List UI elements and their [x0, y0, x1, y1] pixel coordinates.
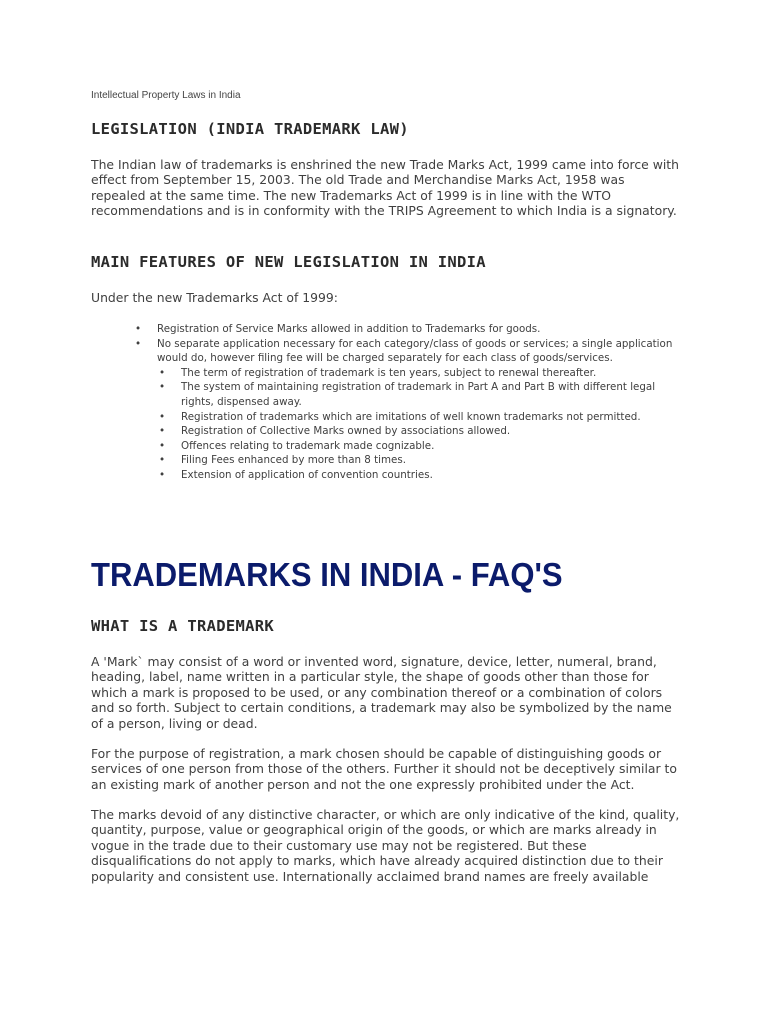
registration-purpose-paragraph: For the purpose of registration, a mark chosen should be capable of distinguishing goods or services of one person from those of the others. Further it should not be deceptively similar to an existing mark of another person and not the one expressly prohibited under the Act. — [91, 746, 677, 792]
list-item: • Registration of Service Marks allowed in addition to Trademarks for goods. — [135, 323, 541, 335]
trademark-definition-paragraph: A 'Mark` may consist of a word or invented word, signature, device, letter, numeral, brand, heading, label, name written in a particular style, the shape of goods other than those for which a mark is proposed to be used, or any combination thereof or a combination of colors and so forth. Subject to certain conditions, a trademark may also be symbolized by the name of a person, living or dead. — [91, 654, 672, 731]
section-heading-legislation: LEGISLATION (INDIA TRADEMARK LAW) — [91, 120, 409, 138]
list-item: • Offences relating to trademark made cognizable. — [159, 439, 435, 452]
list-item: • The term of registration of trademark is ten years, subject to renewal thereafter. — [159, 366, 597, 379]
list-item: • Registration of Collective Marks owned by associations allowed. — [159, 425, 511, 438]
main-features-intro: Under the new Trademarks Act of 1999: — [91, 290, 338, 305]
list-item: • Registration of trademarks which are imitations of well known trademarks not permitted. — [159, 410, 641, 423]
marks-devoid-paragraph: The marks devoid of any distinctive character, or which are only indicative of the kind, quality, quantity, purpose, value or geographical origin of the goods, or which are marks already in vogue in the trade due to their customary use may not be registered. But these disqualifications do not apply to marks, which have already acquired distinction due to their popularity and consistent use. Internationally acclaimed brand names are freely available — [91, 807, 680, 884]
breadcrumb: Intellectual Property Laws in India — [91, 90, 241, 101]
list-item: • The system of maintaining registration of trademark in Part A and Part B with different legal rights, dispensed away. — [159, 381, 656, 408]
legislation-paragraph: The Indian law of trademarks is enshrined the new Trade Marks Act, 1999 came into force with effect from September 15, 2003. The old Trade and Merchandise Marks Act, 1958 was repealed at the same time. The new Trademarks Act of 1999 is in line with the WTO recommendations and is in conformity with the TRIPS Agreement to which India is a signatory. — [91, 157, 680, 219]
faq-title: TRADEMARKS IN INDIA - FAQ'S — [91, 556, 563, 593]
list-item: • No separate application necessary for each category/class of goods or services; a single application would do, however filing fee will be charged separately for each class of goods/services. — [135, 337, 673, 365]
features-list — [91, 322, 691, 483]
section-heading-what-is-trademark: WHAT IS A TRADEMARK — [91, 617, 275, 635]
section-heading-main-features: MAIN FEATURES OF NEW LEGISLATION IN INDIA — [91, 253, 486, 271]
list-item: • Filing Fees enhanced by more than 8 times. — [159, 454, 407, 467]
list-item: • Extension of application of convention countries. — [159, 468, 433, 481]
